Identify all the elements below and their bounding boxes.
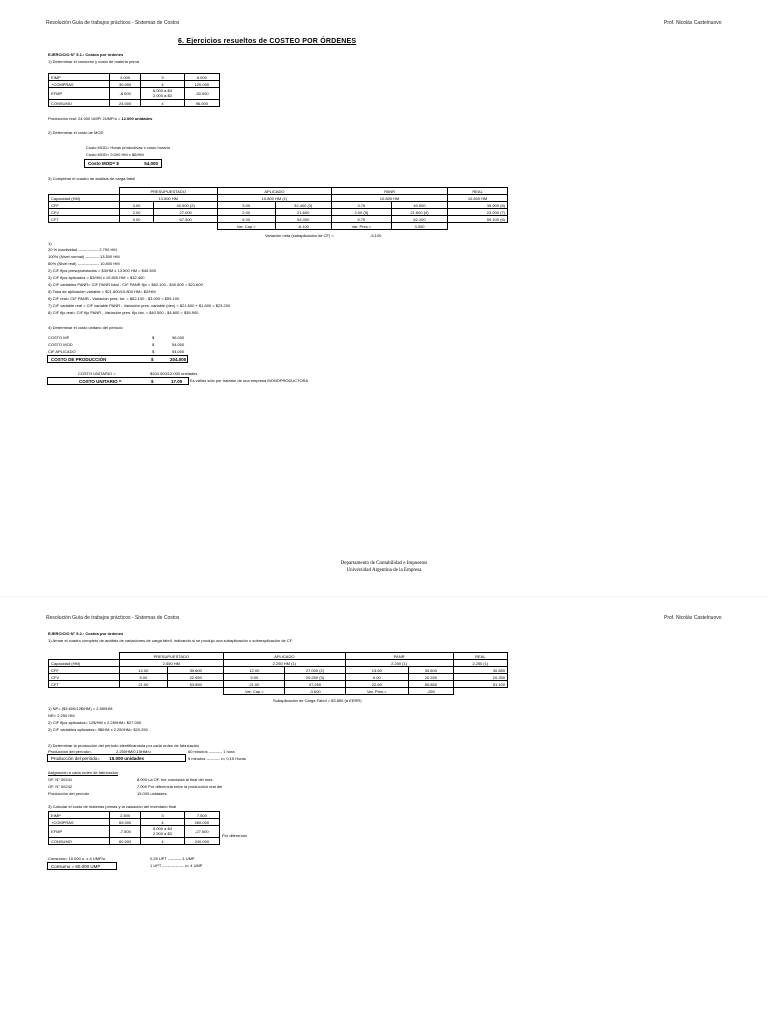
note-line: 2) CIF fijos aplicados= 12$/HM x 2.250HM= $27.000 (48, 720, 142, 725)
table-header: PRESUPUESTADO (119, 653, 224, 660)
table-cell: 10.800 HM (448, 195, 508, 202)
table-cell: 240.000 (184, 838, 219, 845)
mod-result-box (84, 159, 162, 168)
table-cell: 3.00 (119, 202, 154, 209)
table-header: REAL (453, 653, 507, 660)
table-cell: 27.000 (2) (285, 667, 345, 674)
mp-note: Por diferencia (222, 833, 247, 838)
note-line: NR= 2.250 HM (48, 713, 75, 718)
prod-box-value: 15.000 unidades (109, 756, 144, 761)
footer-line-1: Departamento de Contabilidad e Impuestos (340, 561, 428, 566)
table-cell: 96.000 (184, 100, 219, 107)
table-cell: CFT (49, 681, 120, 688)
table-cell: 2.250 HM (1) (224, 660, 345, 667)
table-cell: 6.000 (184, 74, 219, 81)
cu-note: Es válido sólo por tratarse de una empresa MONOPRODUCTORA (190, 378, 309, 383)
cost-sign: $ (152, 349, 155, 354)
note-line: 8) CIF fijo real= CIF fijo PANR - Variación pres. fijo fav. = $40.500 - $4.600 = $35.900 (48, 310, 199, 315)
table-cell: CFV (49, 209, 120, 216)
table-cell: CFT (49, 216, 120, 223)
table-row (49, 681, 508, 688)
table-cell: 62.100 (391, 216, 447, 223)
table-cell: 59.100 (6) (448, 216, 508, 223)
question-3: 3) Calcular el costo de materias primas y la valuación del inventario final (48, 804, 177, 809)
cu-formula-label: COSTO UNITARIO = (78, 371, 116, 376)
table-cell: 9.00 (224, 674, 285, 681)
header-right: Prof. Nicolás Castelnuovo (664, 615, 722, 621)
question-2: 2) Determinar el costo de MOD (48, 130, 104, 135)
table-cell: CONSUMO (49, 100, 110, 107)
table-cell: 21.600 (275, 209, 331, 216)
table-cell: 10.800 HM (331, 195, 447, 202)
cost-total-sign: $ (151, 357, 154, 362)
assign-order: OF. N° 00241 (48, 777, 73, 782)
table-header: APLICADO (224, 653, 345, 660)
question-4: 4) Determinar el costo unitario del período (48, 325, 123, 330)
page-title: 6. Ejercicios resueltos de COSTEO POR ÓRDENES (178, 38, 357, 45)
table-cell: +COMPRAS (49, 81, 110, 88)
question-3: 3) Completar el cuadro de análisis de carga fabril (48, 176, 136, 181)
table-cell: 65.000 (110, 819, 141, 826)
table-cell: 2.250 (1) (453, 660, 507, 667)
table-cell: 20.250 (409, 674, 454, 681)
table-row (49, 202, 508, 209)
table-cell: 2.000 (110, 74, 141, 81)
table-cell: 120.000 (184, 81, 219, 88)
table-cell: 3 (141, 812, 184, 819)
time-equivalence-2: 9 minutos ---------- x= 0,15 Horas (188, 756, 246, 761)
table-cell: 4 (141, 819, 184, 826)
table-cell: 20.250 (3) (285, 674, 345, 681)
table-cell: 12.00 (119, 667, 168, 674)
mod-result-label: Costo MOD= $ (88, 161, 119, 166)
var-cap-value: -8.100 (275, 223, 331, 230)
table-cell: 7.500 (184, 812, 219, 819)
table-cell: CONSUMO (49, 838, 110, 845)
table-cell: 5.00 (217, 216, 275, 223)
table-cell (448, 223, 508, 230)
table-row (49, 667, 508, 674)
table-row (49, 812, 220, 819)
table-row (49, 74, 220, 81)
assign-detail: 7.000 Por diferencia entre la producción real del (137, 784, 223, 789)
note-line: 6) CIF real= CIF PANR - Variación pres. tot. = $62.100 - $3.000 = $59.100 (48, 296, 180, 301)
table-cell: 22.60 (345, 681, 409, 688)
prod-label: Producción del período= (48, 749, 92, 754)
table-cell: EFMP (49, 88, 110, 100)
cost-label: CIF APLICADO (48, 349, 76, 354)
table-cell: 260.000 (184, 819, 219, 826)
var-cap-value: -3.600 (285, 688, 345, 695)
table-cell: 51.100 (453, 681, 507, 688)
var-cap-label: Var. Cap.= (217, 223, 275, 230)
cost-total-value: 204.000 (170, 357, 187, 362)
cost-value: 54.000 (172, 349, 185, 354)
cost-total-box (47, 355, 188, 363)
production-label: Producción real: 24.000 UMP/ 2UMP/u = (48, 116, 122, 121)
table-cell: 30.600 (409, 667, 454, 674)
table-row (49, 88, 220, 100)
note-line: 3) CIF fijos aplicados = $3/HM x 10.800 HM = $32.400 (48, 275, 145, 280)
cf-table-1 (48, 187, 508, 230)
var-cap-label: Var. Cap.= (224, 688, 285, 695)
table-cell: -7.500 (110, 826, 141, 838)
table-row (49, 100, 220, 107)
note-line: 7) CIF variable real = CIF variable PANR - Variación pres. variable (dev) = $21.600 + $1.600 = $23.200 (48, 303, 231, 308)
note-line: 2) CIF fijos presupuestados = $3/HM x 13.500 HM = $40.500 (48, 268, 157, 273)
header-left: Resolución Guía de trabajos prácticos - Sistemas de Costos (46, 615, 180, 621)
table-cell: 40.500 (391, 202, 447, 209)
table-cell: 21.600 (4) (391, 209, 447, 216)
table-row (49, 209, 508, 216)
table-cell: CFV (49, 674, 120, 681)
prod-box-label: Producción del período= (51, 756, 100, 761)
table-cell: 2.550 HM (119, 660, 224, 667)
table-cell: 21.00 (119, 681, 168, 688)
production-line (48, 117, 152, 121)
table-header: PANR (345, 653, 453, 660)
table-row (49, 81, 220, 88)
table-cell: -30.000 (184, 88, 219, 100)
table-cell: 30.850 (453, 667, 507, 674)
var-pres-value: -250 (409, 688, 454, 695)
table-cell: 27.000 (154, 209, 217, 216)
table-cell: Capacidad (HM) (49, 195, 120, 202)
table-cell: 24.000 (110, 100, 141, 107)
cost-label: COSTO MP (48, 335, 70, 340)
cu-result-sign: $ (151, 379, 154, 384)
table-cell: 30.000 (110, 81, 141, 88)
question-2: 2) Determinar la producción del período identificándola por cada orden de fabricación (48, 743, 200, 748)
note-line: 20 % inactividad --------------- 2.700 HM (48, 247, 117, 252)
var-pres-label: Var. Pres.= (345, 688, 409, 695)
table-header: APLICADO (217, 188, 331, 195)
table-cell: +COMPRAS (49, 819, 110, 826)
table-cell: 35.900 (8) (448, 202, 508, 209)
table-cell (49, 223, 218, 230)
cost-sign: $ (152, 335, 155, 340)
table-cell: 10.800 HM (1) (217, 195, 331, 202)
table-cell: 47.250 (285, 681, 345, 688)
table-row (49, 819, 220, 826)
table-cell (49, 653, 120, 660)
table-header: PANR (331, 188, 447, 195)
cf-table-2 (48, 652, 508, 695)
cost-sign: $ (152, 342, 155, 347)
mp-table-1 (48, 73, 220, 107)
table-cell: 32.400 (3) (275, 202, 331, 209)
assign-detail: 8.000 La OF. fue concluida al final del mes. (137, 777, 214, 782)
mod-result-value: 54.000 (144, 161, 158, 166)
table-cell: 2.250 (1) (345, 660, 453, 667)
assign-title: Asignación a cada orden de fabricación (48, 770, 119, 775)
note-line: 1) NP= ($3.600/12$/HM) = 2.550HM (48, 706, 113, 711)
upt-equivalence-2: 1 UPT ---------------- x= 4 UMP (150, 863, 203, 868)
table-cell: 3.75 (331, 202, 391, 209)
cu-formula-value: $204.000/12.000 unidades (150, 371, 198, 376)
table-cell: 4 (141, 100, 184, 107)
table-cell (49, 688, 224, 695)
table-cell: 4 (141, 838, 184, 845)
table-cell: 30.600 (168, 667, 224, 674)
assign-order: Producción del período (48, 791, 90, 796)
mod-formula-1: Costo MOD= Horas productivas x costo horario (86, 145, 170, 150)
table-cell: 22.950 (168, 674, 224, 681)
table-cell (453, 688, 507, 695)
table-cell: 54.000 (275, 216, 331, 223)
table-cell: 5.000 a $4 2.500 a $3 (141, 826, 184, 838)
var-pres-value: 3.000 (391, 223, 447, 230)
question-1: 1) Determinar el consumo y costo de materia prima (48, 59, 139, 64)
var-neta-value: -5.100 (370, 233, 382, 238)
table-cell: EFMP (49, 826, 110, 838)
cost-label: COSTO MOD (48, 342, 73, 347)
table-cell: EIMP (49, 812, 110, 819)
table-cell: 6.000 a $4 2.000 a $3 (141, 88, 184, 100)
cost-value: 54.000 (172, 342, 185, 347)
table-cell: 9.00 (345, 674, 409, 681)
note-line: 1) (48, 241, 52, 246)
table-cell: 21.00 (224, 681, 285, 688)
table-cell: 3.00 (217, 202, 275, 209)
table-row (49, 195, 508, 202)
cost-total-label: COSTO DE PRODUCCIÓN (51, 357, 107, 362)
prod-calc: 2.250HM/0,15HM/u (116, 749, 151, 754)
table-cell: -27.500 (184, 826, 219, 838)
consumo-formula: Consumo= 15.000 u. x 4 UMP/u (48, 856, 106, 861)
table-cell: 5.75 (331, 216, 391, 223)
note-line: 4) CIF variables PANR= CIF PANR total - CIF PANR fijo = $62.100 - $40.500 = $21.600 (48, 282, 203, 287)
table-row (49, 216, 508, 223)
assign-detail: 15.000 unidades (137, 791, 167, 796)
table-cell (49, 188, 120, 195)
cu-result-label: COSTO UNITARIO = (79, 379, 122, 384)
table-cell: 13.500 HM (119, 195, 217, 202)
table-cell: 3 (141, 74, 184, 81)
cost-value: 96.000 (172, 335, 185, 340)
table-cell: CFF (49, 667, 120, 674)
production-value: 12.000 unidades (121, 116, 153, 121)
table-row (49, 688, 508, 695)
table-header: REAL (448, 188, 508, 195)
table-cell: 12.00 (224, 667, 285, 674)
table-cell: 2.00 (119, 209, 154, 216)
table-cell: 50.850 (409, 681, 454, 688)
table-cell: 60.000 (110, 838, 141, 845)
table-cell: 53.550 (168, 681, 224, 688)
table-cell: EIMP (49, 74, 110, 81)
table-cell: Capacidad (HM) (49, 660, 120, 667)
table-cell: 20.250 (453, 674, 507, 681)
table-row (49, 653, 508, 660)
question-1: 1) Armar el cuadro completo de análisis de variaciones de carga fabril, indicando si se produjo una subaplicación o sobreaplicación de CF. (48, 638, 293, 643)
note-line: 100% (Nivel normal) -----------13.500 HM (48, 254, 120, 259)
table-header: PRESUPUESTADO (119, 188, 217, 195)
table-cell: 2.500 (110, 812, 141, 819)
upt-equivalence-1: 0,25 UPT ---------- 1 UMP (150, 856, 195, 861)
table-cell: 2.00 (5) (331, 209, 391, 216)
consumo-result-box: Consumo = 60.000 UMP (47, 862, 117, 870)
table-row (49, 223, 508, 230)
table-row (49, 826, 220, 838)
table-cell: 40.500 (2) (154, 202, 217, 209)
time-equivalence-1: 60 minutos ---------- 1 hora (188, 749, 235, 754)
table-cell: -8.000 (110, 88, 141, 100)
mod-formula-2: Costo MOD= 9.000 HM x $6/HM (86, 152, 144, 157)
exercise-heading: EJERCICIO N° 5.2.: Costos por órdenes (48, 631, 124, 636)
table-cell: 9.00 (119, 674, 168, 681)
var-neta-label: Variación neta (subaplicación de CF) = (265, 233, 334, 238)
table-row (49, 660, 508, 667)
page-divider (0, 596, 768, 597)
table-cell: CFF (49, 202, 120, 209)
subaplicacion-note: Subaplicación de Carga Fabril = $3.850 (a EERR) (273, 698, 362, 703)
note-line: 3) CIF variables aplicados= 9$/HM x 2.250HM= $20.250 (48, 727, 148, 732)
header-right: Prof. Nicolás Castelnuovo (664, 20, 722, 26)
exercise-heading: EJERCICIO N° 5.1.: Costos por órdenes (48, 52, 124, 57)
prod-result-box (47, 754, 186, 762)
mp-table-2 (48, 811, 220, 845)
var-pres-label: Var. Pres.= (331, 223, 391, 230)
note-line: 5) Tasa de aplicación variable = $21.600/10.800 HM= $2/HM (48, 289, 156, 294)
table-row (49, 838, 220, 845)
assign-order: OF. N° 00242 (48, 784, 73, 789)
note-line: 80% (Nivel real) ---------------- 10.800 HM (48, 261, 120, 266)
table-row (49, 674, 508, 681)
cu-result-box (47, 377, 189, 385)
table-cell: 4 (141, 81, 184, 88)
table-cell: 2.00 (217, 209, 275, 216)
cu-result-value: 17.00 (171, 379, 183, 384)
table-cell: 23.200 (7) (448, 209, 508, 216)
footer-line-2: Universidad Argentina de la Empresa (346, 568, 422, 573)
table-cell: 67.500 (154, 216, 217, 223)
table-cell: 5.00 (119, 216, 154, 223)
table-cell: 13.60 (345, 667, 409, 674)
header-left: Resolución Guía de trabajos prácticos - Sistemas de Costos (46, 20, 180, 26)
table-row (49, 188, 508, 195)
